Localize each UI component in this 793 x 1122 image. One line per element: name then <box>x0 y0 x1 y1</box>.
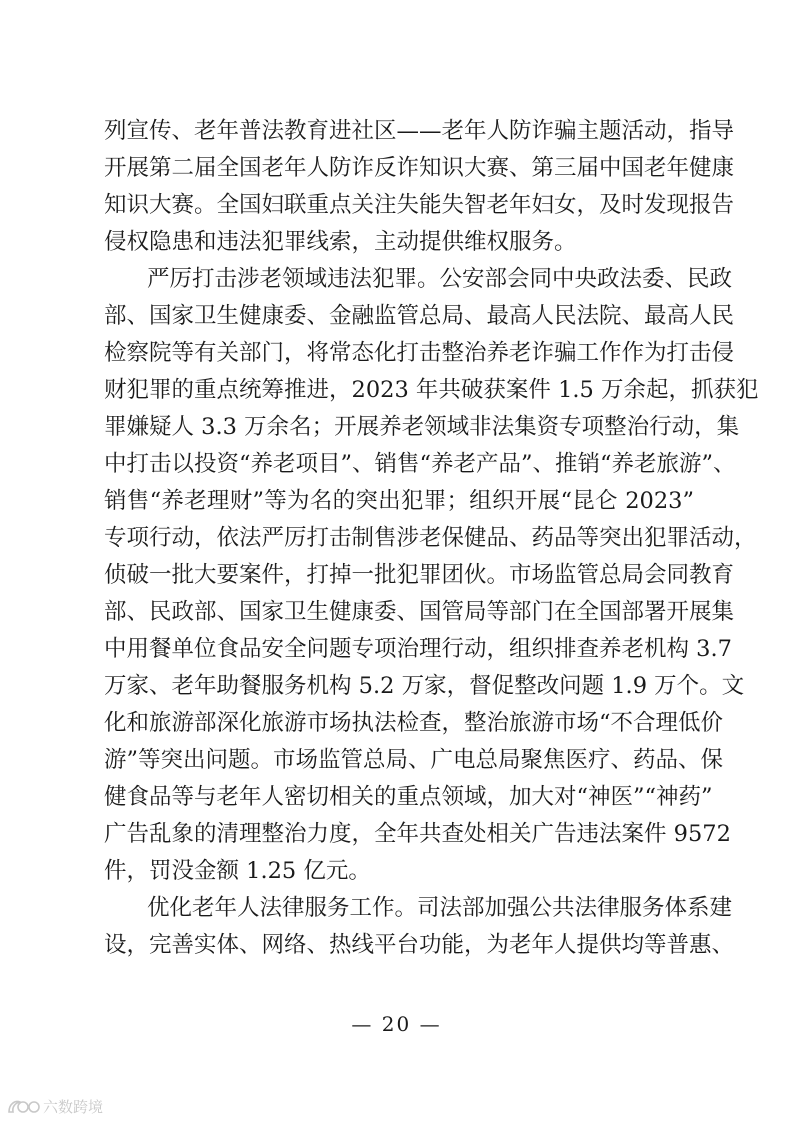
text-line: 设，完善实体、网络、热线平台功能，为老年人提供均等普惠、 <box>104 932 735 958</box>
text-line: 游”等突出问题。市场监管总局、广电总局聚焦医疗、药品、保 <box>104 747 724 773</box>
text-line: 知识大赛。全国妇联重点关注失能失智老年妇女，及时发现报告 <box>104 192 735 218</box>
text-line: 侦破一批大要案件，打掉一批犯罪团伙。市场监管总局会同教育 <box>104 562 735 588</box>
text-line: 检察院等有关部门，将常态化打击整治养老诈骗工作作为打击侵 <box>104 340 735 366</box>
text-line: 罪嫌疑人 3.3 万余名；开展养老领域非法集资专项整治行动，集 <box>104 414 740 440</box>
text-line: 部、国家卫生健康委、金融监管总局、最高人民法院、最高人民 <box>104 303 735 329</box>
text-line: 中打击以投资“养老项目”、销售“养老产品”、推销“养老旅游”、 <box>104 451 736 477</box>
page-number: — 20 — <box>351 1012 442 1036</box>
paragraph-heading-line: 优化老年人法律服务工作。司法部加强公共法律服务体系建 <box>147 895 733 921</box>
logo-icon <box>6 1096 40 1116</box>
text-line: 财犯罪的重点统筹推进，2023 年共破获案件 1.5 万余起，抓获犯 <box>104 377 759 403</box>
text-line: 件，罚没金额 1.25 亿元。 <box>104 858 371 884</box>
text-line: 专项行动，依法严厉打击制售涉老保健品、药品等突出犯罪活动， <box>104 525 757 551</box>
text-line: 列宣传、老年普法教育进社区——老年人防诈骗主题活动，指导 <box>104 118 735 144</box>
text-line: 中用餐单位食品安全问题专项治理行动，组织排查养老机构 3.7 <box>104 636 732 662</box>
text-line: 部、民政部、国家卫生健康委、国管局等部门在全国部署开展集 <box>104 599 735 625</box>
text-line: 侵权隐患和违法犯罪线索，主动提供维权服务。 <box>104 229 577 255</box>
text-line: 化和旅游部深化旅游市场执法检查，整治旅游市场“不合理低价 <box>104 710 724 736</box>
watermark-text: 六数跨境 <box>43 1097 104 1116</box>
text-line: 开展第二届全国老年人防诈反诈知识大赛、第三届中国老年健康 <box>104 155 735 181</box>
text-line: 销售“养老理财”等为名的突出犯罪；组织开展“昆仑 2023” <box>104 488 694 514</box>
watermark <box>6 1093 103 1119</box>
text-line: 广告乱象的清理整治力度，全年共查处相关广告违法案件 9572 <box>104 821 731 847</box>
paragraph-heading-line: 严厉打击涉老领域违法犯罪。公安部会同中央政法委、民政 <box>147 266 733 292</box>
text-line: 健食品等与老年人密切相关的重点领域，加大对“神医”“神药” <box>104 784 713 810</box>
text-line: 万家、老年助餐服务机构 5.2 万家，督促整改问题 1.9 万个。文 <box>104 673 745 699</box>
